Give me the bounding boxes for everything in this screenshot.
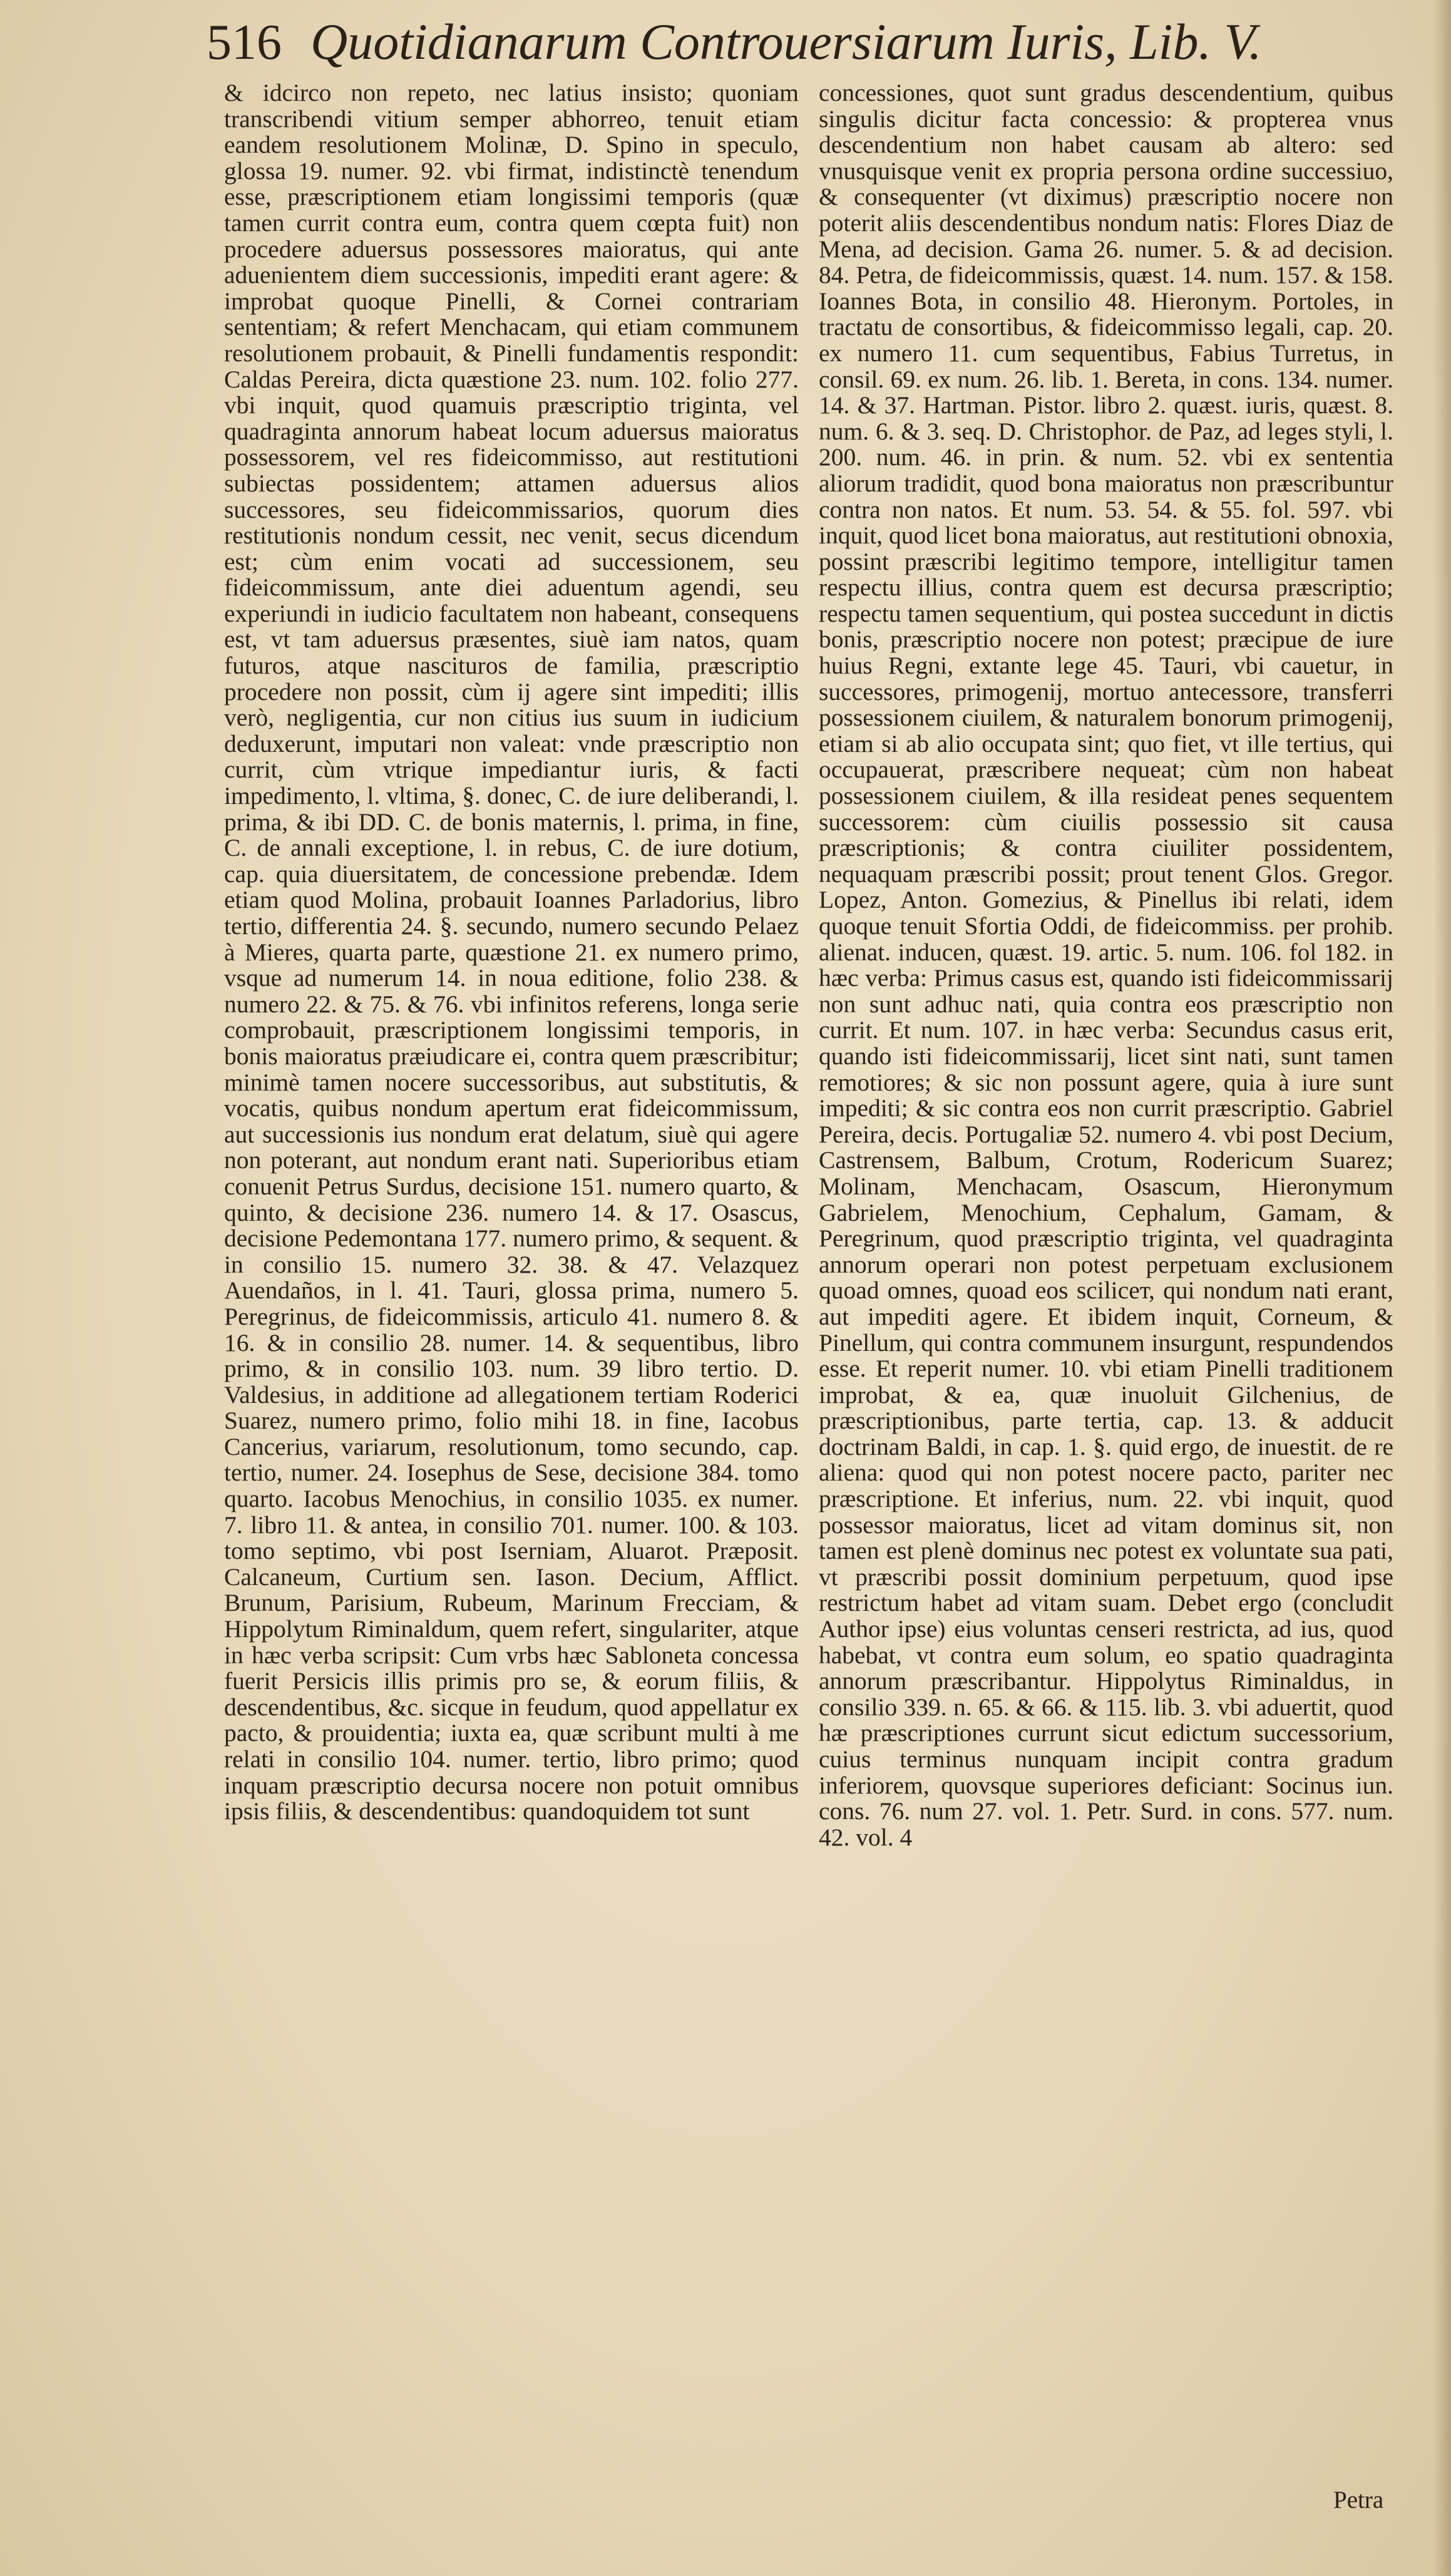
left-text-column xyxy=(224,80,799,1825)
right-text-column xyxy=(819,80,1393,1850)
left-column-text: & idcirco non repeto, nec latius insisto; quoniam transcribendi vitium semper abhorreo, tenuit etiam eandem resolutionem Molinæ, D. Spino in speculo, glossa 19. numer. 92. vbi firmat, indistinctè tenendum esse, præscriptionem etiam longissimi temporis (quæ tamen currit contra eum, contra quem cœpta fuit) non procedere aduersus possessores maioratus, qui ante aduenientem diem successionis, impediti erant agere: & improbat quoque Pinelli, & Cornei contrariam sententiam; & refert Menchacam, qui etiam communem resolutionem probauit, & Pinelli fundamentis respondit: Caldas Pereira, dicta quæstione 23. num. 102. folio 277. vbi inquit, quod quamuis præscriptio triginta, vel quadraginta annorum habeat locum aduersus maioratus possessorem, vel res fideicommisso, aut restitutioni subiectas possidentem; attamen aduersus alios successores, seu fideicommissarios, quorum dies restitutionis nondum cessit, nec venit, secus dicendum est; cùm enim vocati ad successionem, seu fideicommissum, ante diei aduentum agendi, seu experiundi in iudicio facultatem non habeant, consequens est, vt tam aduersus præsentes, siuè iam natos, quam futuros, atque nascituros de familia, præscriptio procedere non possit, cùm ij agere sint impediti; illis verò, negligentia, cur non citius ius suum in iudicium deduxerunt, imputari non valeat: vnde præscriptio non currit, cùm vtrique impediantur iuris, & facti impedimento, l. vltima, §. donec, C. de iure deliberandi, l. prima, & ibi DD. C. de bonis maternis, l. prima, in fine, C. de annali exceptione, l. in rebus, C. de iure dotium, cap. quia diuersitatem, de concessione prebendæ. Idem etiam quod Molina, probauit Ioannes Parladorius, libro tertio, differentia 24. §. secundo, numero secundo Pelaez à Mieres, quarta parte, quæstione 21. ex numero primo, vsque ad numerum 14. in noua editione, folio 238. & numero 22. & 75. & 76. vbi infinitos referens, longa serie comprobauit, præscriptionem longissimi temporis, in bonis maioratus præiudicare ei, contra quem præscribitur; minimè tamen nocere successoribus, aut substitutis, & vocatis, quibus nondum apertum erat fideicommissum, aut successionis ius nondum erat delatum, siuè qui agere non poterant, aut nondum erant nati. Superioribus etiam conuenit Petrus Surdus, decisione 151. numero quarto, & quinto, & decisione 236. numero 14. & 17. Osascus, decisione Pedemontana 177. numero primo, & sequent. & in consilio 15. numero 32. 38. & 47. Velazquez Auendaños, in l. 41. Tauri, glossa prima, numero 5. Peregrinus, de fideicommissis, articulo 41. numero 8. & 16. & in consilio 28. numer. 14. & sequentibus, libro primo, & in consilio 103. num. 39 libro tertio. D. Valdesius, in additione ad allegationem tertiam Roderici Suarez, numero primo, folio mihi 18. in fine, Iacobus Cancerius, variarum, resolutionum, tomo secundo, cap. tertio, numer. 24. Iosephus de Sese, decisione 384. tomo quarto. Iacobus Menochius, in consilio 1035. ex numer. 7. libro 11. & antea, in consilio 701. numer. 100. & 103. tomo septimo, vbi post Iserniam, Aluarot. Præposit. Calcaneum, Curtium sen. Iason. Decium, Afflict. Brunum, Parisium, Rubeum, Marinum Frecciam, & Hippolytum Riminaldum, quem refert, singulariter, atque in hæc verba scripsit: Cum vrbs hæc Sabloneta concessa fuerit Persicis illis primis pro se, & eorum filiis, & descendentibus, &c. sicque in feudum, quod appellatur ex pacto, & prouidentia; iuxta ea, quæ scribunt multi à me relati in consilio 104. numer. tertio, libro primo; quod inquam præscriptio decursa nocere non potuit omnibus ipsis filiis, & descendentibus: quandoquidem tot sunt xyxy=(224,79,799,1825)
running-title: Quotidianarum Controuersiarum Iuris, Lib. V. xyxy=(310,13,1262,70)
page-edge-shadow xyxy=(1433,0,1451,2576)
right-column-text: concessiones, quot sunt gradus descendentium, quibus singulis dicitur facta concessio: & propterea vnus descendentium non habet causam ab altero: sed vnusquisque venit ex propria persona ordine successiuo, & consequenter (vt diximus) præscriptio nocere non poterit aliis descendentibus nondum natis: Flores Diaz de Mena, ad decision. Gama 26. numer. 5. & ad decision. 84. Petra, de fideicommissis, quæst. 14. num. 157. & 158. Ioannes Bota, in consilio 48. Hieronym. Portoles, in tractatu de consortibus, & fideicommisso legali, cap. 20. ex numero 11. cum sequentibus, Fabius Turretus, in consil. 69. ex num. 26. lib. 1. Bereta, in cons. 134. numer. 14. & 37. Hartman. Pistor. libro 2. quæst. iuris, quæst. 8. num. 6. & 3. seq. D. Christophor. de Paz, ad leges styli, l. 200. num. 46. in prin. & num. 52. vbi ex sententia aliorum tradidit, quod bona maioratus non præscribuntur contra non natos. Et num. 53. 54. & 55. fol. 597. vbi inquit, quod licet bona maioratus, aut restitutioni obnoxia, possint præscribi legitimo tempore, intelligitur tamen respectu illius, contra quem est decursa præscriptio; respectu tamen sequentium, qui postea succedunt in dictis bonis, præscriptio nocere non potest; præcipue de iure huius Regni, extante lege 45. Tauri, vbi cauetur, in successores, primogenij, mortuo antecessore, transferri possessionem ciuilem, & naturalem bonorum primogenij, etiam si ab alio occupata sint; quo fiet, vt ille tertius, qui occupauerat, præscribere nequeat; cùm non habeat possessionem ciuilem, & illa resideat penes sequentem successorem: cùm ciuilis possessio sit causa præscriptionis; & contra ciuiliter possidentem, nequaquam præscribi possit; prout tenent Glos. Gregor. Lopez, Anton. Gomezius, & Pinellus ibi relati, idem quoque tenuit Sfortia Oddi, de fideicommiss. per prohib. alienat. inducen, quæst. 19. artic. 5. num. 106. fol 182. in hæc verba: Primus casus est, quando isti fideicommissarij non sunt adhuc nati, quia contra eos præscriptio non currit. Et num. 107. in hæc verba: Secundus casus erit, quando isti fideicommissarij, licet sint nati, sunt tamen remotiores; & sic non possunt agere, quia à iure sunt impediti; & sic contra eos non currit præscriptio. Gabriel Pereira, decis. Portugaliæ 52. numero 4. vbi post Decium, Castrensem, Balbum, Crotum, Rodericum Suarez; Molinam, Menchacam, Osascum, Hieronymum Gabrielem, Menochium, Cephalum, Gamam, & Peregrinum, quod præscriptio triginta, vel quadraginta annorum operari non potest perpetuam exclusionem quoad omnes, quoad eos sciliceт, qui nondum nati erant, aut impediti agere. Et ibidem inquit, Corneum, & Pinellum, qui contra communem insurgunt, respundendos esse. Et reperit numer. 10. vbi etiam Pinelli traditionem improbat, & ea, quæ inuoluit Gilchenius, de præscriptionibus, parte tertia, cap. 13. & adducit doctrinam Baldi, in cap. 1. §. quid ergo, de inuestit. de re aliena: quod qui non potest nocere pacto, pariter nec præscriptione. Et inferius, num. 22. vbi inquit, quod possessor maioratus, licet ad vitam dominus sit, non tamen est plenè dominus nec potest ex voluntate sua pati, vt præscribi possit dominium perpetuum, quod ipse restrictum habet ad vitam suam. Debet ergo (concludit Author ipse) eius voluntas censeri restricta, ad ius, quod habebat, vt contra eum solum, eo spatio quadraginta annorum præscribantur. Hippolytus Riminaldus, in consilio 339. n. 65. & 66. & 115. lib. 3. vbi aduertit, quod hæ præscriptiones currunt sicut edictum successorium, cuius terminus nunquam incipit contra gradum inferiorem, quovsque superiores deficiant: Socinus iun. cons. 76. num 27. vol. 1. Petr. Surd. in cons. 577. num. 42. vol. 4 xyxy=(819,79,1393,1851)
catchword: Petra xyxy=(1333,2486,1384,2513)
page-number: 516 xyxy=(207,15,282,70)
running-header xyxy=(207,8,1396,76)
